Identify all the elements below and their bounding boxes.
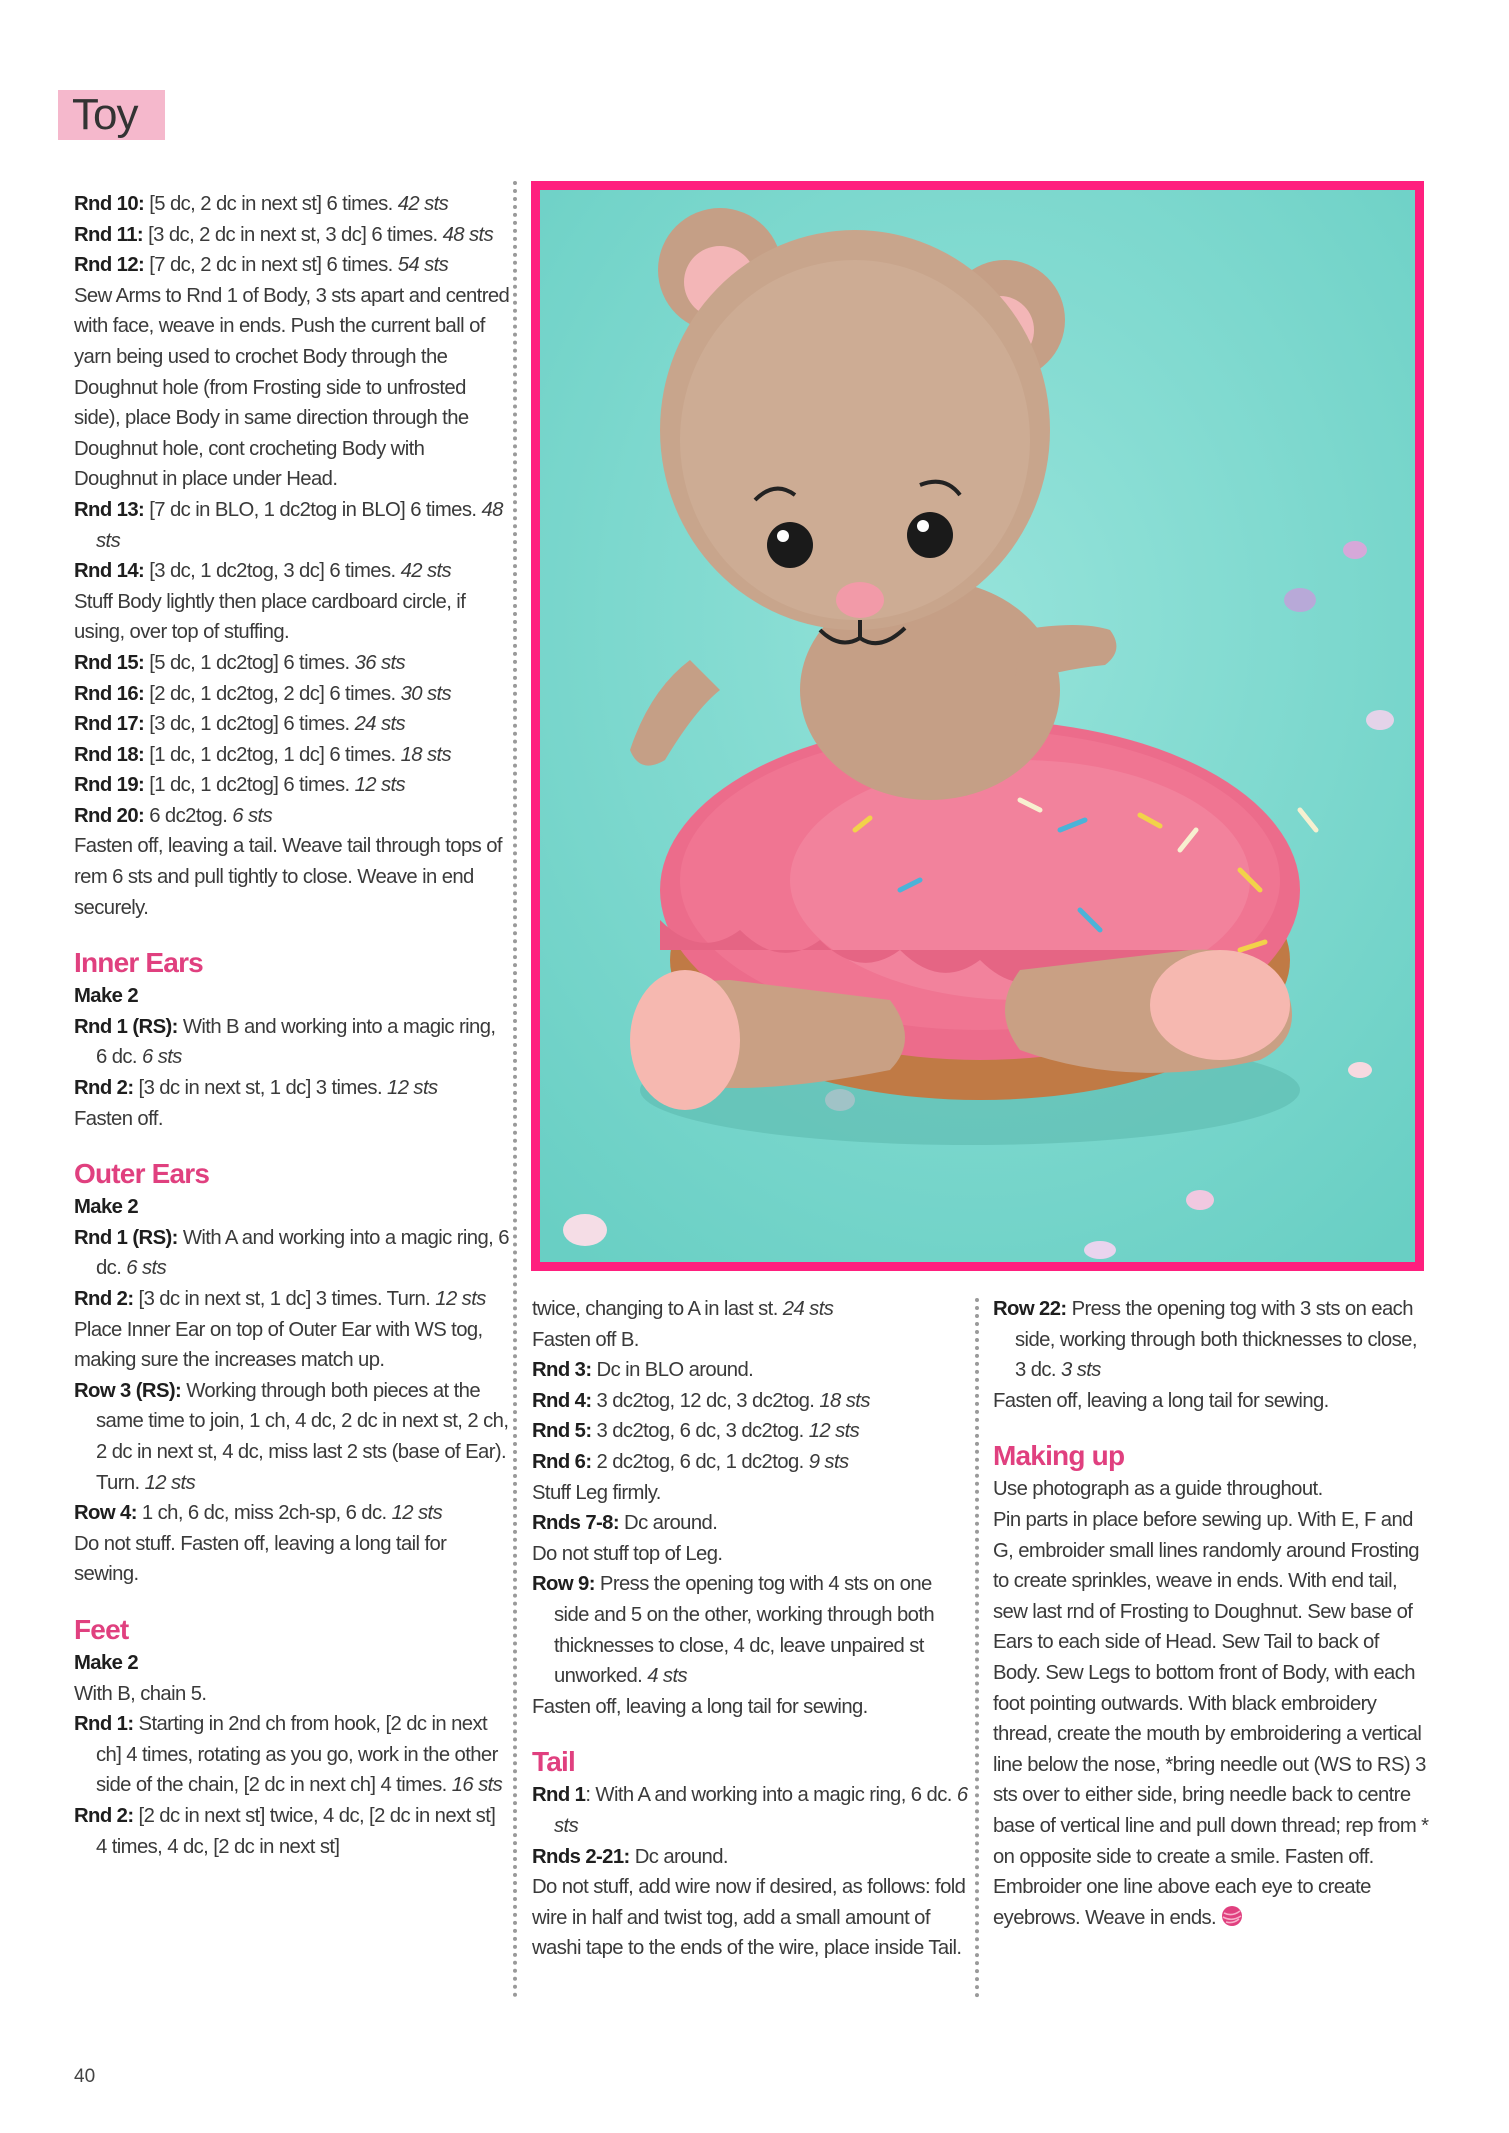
paragraph: Do not stuff top of Leg. (532, 1542, 723, 1565)
page-number: 40 (74, 2066, 96, 2087)
paragraph: Rnds 2-21: Dc around. (532, 1845, 728, 1868)
paragraph: Rnd 14: [3 dc, 1 dc2tog, 3 dc] 6 times. 42 sts (74, 560, 452, 583)
paragraph: Stuff Leg firmly. (532, 1481, 661, 1504)
heading-feet: Feet (74, 1613, 129, 1645)
paragraph: Rnd 1: With A and working into a magic ring, 6 dc. 6 sts (532, 1784, 968, 1837)
paragraph: Rnd 1: Starting in 2nd ch from hook, [2 dc in next ch] 4 times, rotating as you go, work in the other side of the chain, [2 dc in next ch] 4 times. 16 sts (74, 1713, 503, 1797)
paragraph: Rnd 3: Dc in BLO around. (532, 1359, 754, 1382)
paragraph: Rnd 6: 2 dc2tog, 6 dc, 1 dc2tog. 9 sts (532, 1450, 849, 1473)
paragraph: Fasten off. (74, 1107, 163, 1130)
paragraph: Do not stuff, add wire now if desired, as follows: fold wire in half and twist tog, add a small amount of washi tape to the ends of the wire, place inside Tail. (532, 1876, 966, 1960)
paragraph: Rnd 2: [2 dc in next st] twice, 4 dc, [2 dc in next st] 4 times, 4 dc, [2 dc in next st] (74, 1804, 496, 1858)
photo-frame (531, 181, 1424, 1271)
paragraph: Rnd 18: [1 dc, 1 dc2tog, 1 dc] 6 times. 18 sts (74, 743, 452, 766)
paragraph: Stuff Body lightly then place cardboard circle, if using, over top of stuffing. (74, 590, 466, 644)
paragraph: Use photograph as a guide throughout. (993, 1478, 1323, 1501)
column-divider (513, 181, 517, 1999)
paragraph: Rnd 20: 6 dc2tog. 6 sts (74, 804, 273, 827)
paragraph: Rnd 15: [5 dc, 1 dc2tog] 6 times. 36 sts (74, 651, 406, 674)
pattern-column-3 (993, 1294, 1429, 1936)
paragraph: Fasten off, leaving a long tail for sewing. (993, 1389, 1329, 1412)
paragraph: Do not stuff. Fasten off, leaving a long tail for sewing. (74, 1532, 447, 1586)
paragraph: Fasten off, leaving a tail. Weave tail through tops of rem 6 sts and pull tightly to close. Weave in end securely. (74, 835, 502, 919)
bear-doughnut-photo (540, 190, 1415, 1262)
paragraph: Rnd 2: [3 dc in next st, 1 dc] 3 times. Turn. 12 sts (74, 1288, 486, 1310)
paragraph: twice, changing to A in last st. 24 sts (532, 1298, 834, 1320)
paragraph: Rnd 2: [3 dc in next st, 1 dc] 3 times. 12 sts (74, 1077, 438, 1100)
paragraph: Rnd 11: [3 dc, 2 dc in next st, 3 dc] 6 times. 48 sts (74, 223, 494, 246)
pattern-column-2 (532, 1294, 968, 1964)
yarn-ball-icon (1221, 1905, 1243, 1937)
heading-inner-ears: Inner Ears (74, 947, 203, 979)
paragraph: Sew Arms to Rnd 1 of Body, 3 sts apart and centred with face, weave in ends. Push the current ball of yarn being used to crochet Body through the Doughnut hole (from Frosting side to unfrosted side), place Body in same direction through the Doughnut hole, cont crocheting Body with Doughnut in place under Head. (74, 284, 510, 491)
paragraph: Rnd 1 (RS): With B and working into a magic ring, 6 dc. 6 sts (74, 1015, 496, 1069)
make-count: Make 2 (74, 1196, 139, 1219)
paragraph: Rnds 7-8: Dc around. (532, 1512, 718, 1535)
make-count: Make 2 (74, 985, 139, 1008)
paragraph: With B, chain 5. (74, 1682, 207, 1705)
paragraph: Pin parts in place before sewing up. With E, F and G, embroider small lines randomly around Frosting to create sprinkles, weave in ends. With end tail, sew last rnd of Frosting to Doughnut. Sew base of Ears to each side of Head. Sew Tail to back of Body. Sew Legs to bottom front of Body, with each foot pointing outwards. With black embroidery thread, create the mouth by embroidering a vertical line below the nose, *bring needle out (WS to RS) 3 sts over to either side, bring needle back to centre base of vertical line and pull down thread; rep from * on opposite side to create a smile. Fasten off. Embroider one line above each eye to create eyebrows. Weave in ends. (993, 1505, 1429, 1936)
paragraph: Rnd 19: [1 dc, 1 dc2tog] 6 times. 12 sts (74, 774, 406, 797)
paragraph: Fasten off B. (532, 1328, 639, 1351)
paragraph: Rnd 16: [2 dc, 1 dc2tog, 2 dc] 6 times. 30 sts (74, 682, 452, 705)
heading-tail: Tail (532, 1746, 575, 1778)
paragraph: Place Inner Ear on top of Outer Ear with WS tog, making sure the increases match up. (74, 1318, 483, 1372)
paragraph: Rnd 10: [5 dc, 2 dc in next st] 6 times. 42 sts (74, 193, 449, 215)
paragraph: Rnd 1 (RS): With A and working into a magic ring, 6 dc. 6 sts (74, 1226, 509, 1280)
paragraph: Rnd 17: [3 dc, 1 dc2tog] 6 times. 24 sts (74, 713, 406, 736)
paragraph: Row 4: 1 ch, 6 dc, miss 2ch-sp, 6 dc. 12 sts (74, 1502, 443, 1525)
heading-making-up: Making up (993, 1440, 1125, 1472)
paragraph: Rnd 12: [7 dc, 2 dc in next st] 6 times. 54 sts (74, 254, 449, 277)
paragraph: Rnd 5: 3 dc2tog, 6 dc, 3 dc2tog. 12 sts (532, 1420, 860, 1443)
paragraph: Rnd 4: 3 dc2tog, 12 dc, 3 dc2tog. 18 sts (532, 1389, 870, 1412)
heading-outer-ears: Outer Ears (74, 1158, 210, 1190)
paragraph: Row 9: Press the opening tog with 4 sts on one side and 5 on the other, working through both thicknesses to close, 4 dc, leave unpaired st unworked. 4 sts (532, 1573, 935, 1688)
paragraph: Rnd 13: [7 dc in BLO, 1 dc2tog in BLO] 6 times. 48 sts (74, 498, 503, 552)
paragraph: Row 22: Press the opening tog with 3 sts on each side, working through both thicknesses to close, 3 dc. 3 sts (993, 1298, 1417, 1382)
paragraph: Row 3 (RS): Working through both pieces at the same time to join, 1 ch, 4 dc, 2 dc in next st, 2 ch, 2 dc in next st, 4 dc, miss last 2 sts (base of Ear). Turn. 12 sts (74, 1379, 509, 1494)
column-divider (975, 1298, 979, 1998)
make-count: Make 2 (74, 1651, 139, 1674)
pattern-column-1 (74, 189, 510, 1862)
paragraph: Fasten off, leaving a long tail for sewing. (532, 1695, 868, 1718)
section-tab: Toy (58, 90, 165, 140)
